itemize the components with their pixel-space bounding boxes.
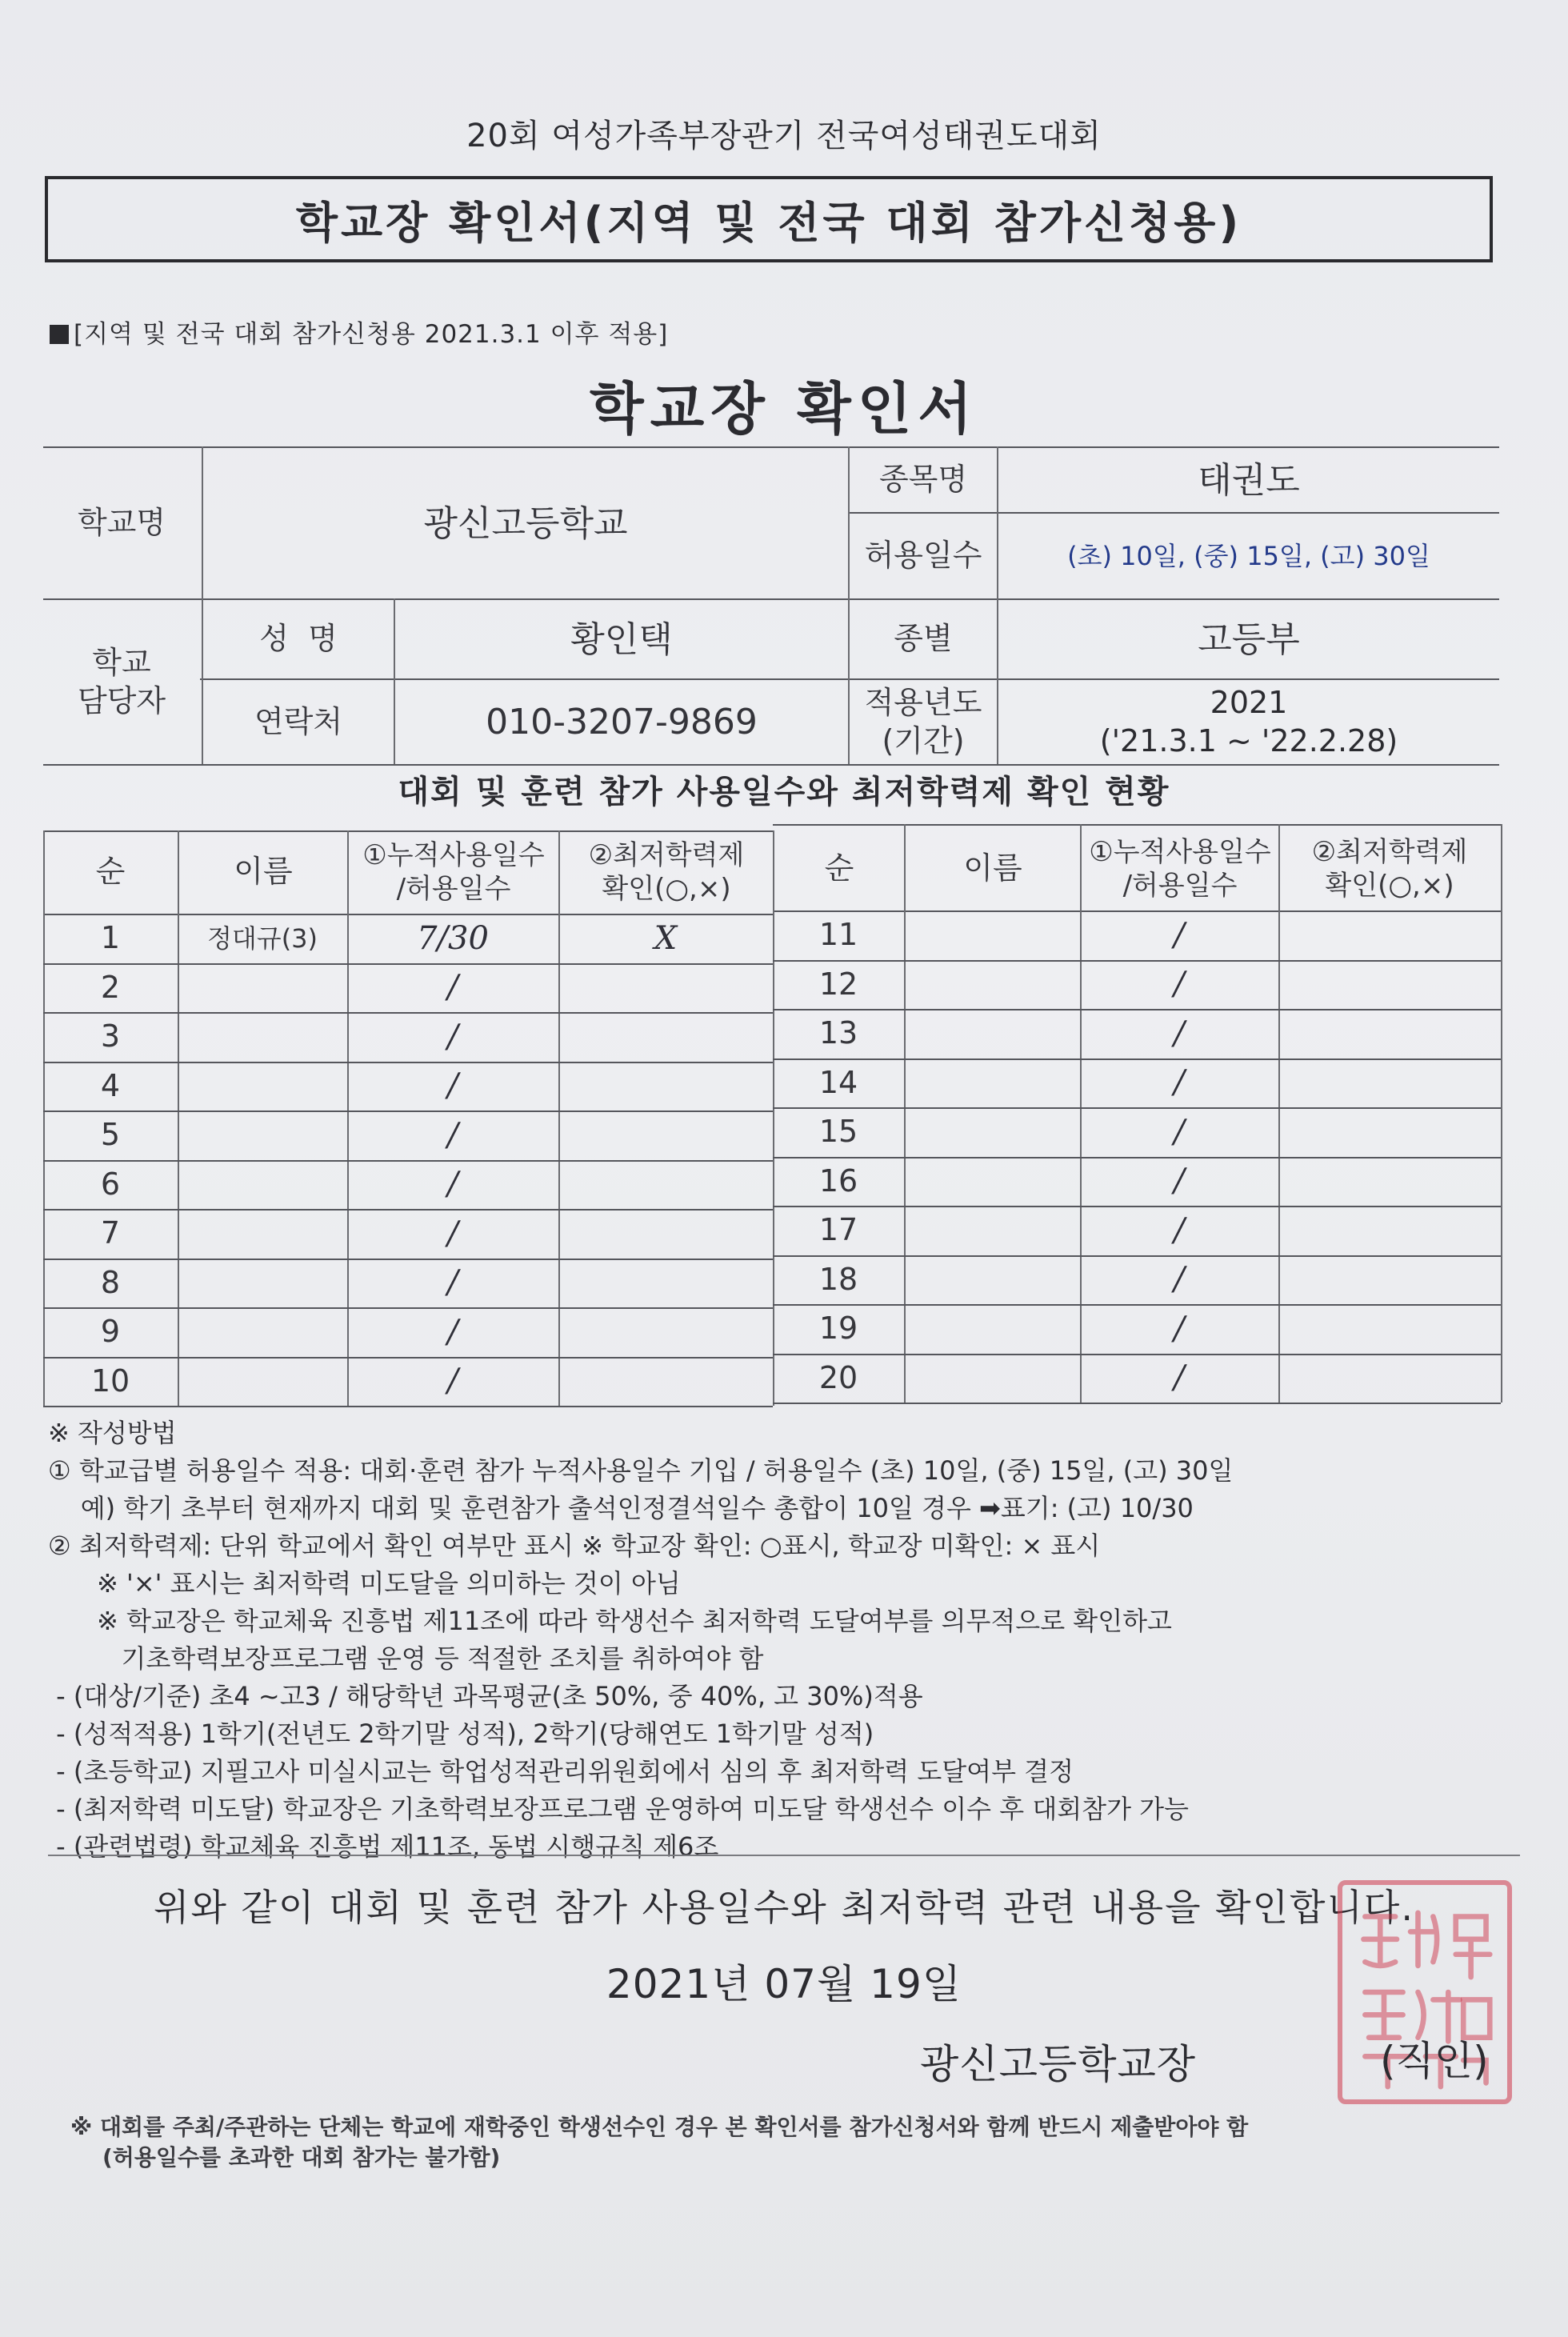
- row-check-right: [1278, 1255, 1501, 1305]
- row-check-left: [558, 1307, 773, 1357]
- row-name-left: [178, 963, 347, 1013]
- allowed-days-label: 허용일수: [864, 538, 982, 574]
- row-no-left: 5: [100, 1117, 121, 1152]
- apply-note: [50, 314, 668, 350]
- period-value: [998, 680, 1499, 764]
- row-name-left: [178, 1160, 347, 1210]
- row-check-left: [558, 963, 773, 1013]
- row-check-left: X: [654, 919, 678, 957]
- footnote: [70, 2112, 1526, 2173]
- row-no-right: 16: [818, 1162, 858, 1199]
- row-days-right: /: [1174, 1113, 1185, 1150]
- writing-method: [48, 1415, 1536, 1866]
- row-no-left: 9: [100, 1314, 121, 1349]
- sport-label: 종목명: [878, 462, 968, 498]
- row-days-left: /: [447, 1363, 458, 1400]
- row-no-right: 17: [818, 1212, 858, 1247]
- row-no-right: 12: [818, 966, 858, 1002]
- method-line: 예) 학기 초부터 현재까지 대회 및 훈련참가 출석인정결석일수 총합이 10일 경우 ➡표기: (고) 10/30: [48, 1493, 1194, 1523]
- method-line: - (초등학교) 지필고사 미실시교는 학업성적관리위원회에서 심의 후 최저학력 도달여부 결정: [48, 1756, 1074, 1787]
- row-days-right: /: [1174, 1162, 1185, 1200]
- row-check-right: [1278, 1009, 1501, 1058]
- event-title: 20회 여성가족부장관기 전국여성태권도대회: [466, 118, 1102, 154]
- row-no-right: 13: [818, 1015, 858, 1050]
- row-check-right: [1278, 1107, 1501, 1157]
- row-check-right: [1278, 960, 1501, 1010]
- row-name-left: [178, 1062, 347, 1111]
- row-name-right: [904, 960, 1080, 1010]
- row-name-left: 정대규(3): [206, 922, 318, 954]
- row-name-left: [178, 1209, 347, 1259]
- row-check-right: [1278, 1058, 1501, 1108]
- row-check-left: [558, 1012, 773, 1062]
- footnote-line2: (허용일수를 초과한 대회 참가는 불가함): [102, 2144, 501, 2171]
- row-check-left: [558, 1259, 773, 1308]
- period-range: ('21.3.1 ~ '22.2.28): [1099, 722, 1398, 758]
- school-name-value: 광신고등학교: [423, 502, 628, 544]
- header-check-right: ②최저학력제 확인(○,×): [1311, 835, 1468, 902]
- table-rule: [43, 1406, 773, 1407]
- row-name-right: [904, 1304, 1080, 1354]
- row-no-left: 4: [100, 1067, 121, 1103]
- row-name-right: [904, 1107, 1080, 1157]
- row-no-left: 7: [100, 1215, 121, 1251]
- row-days-left: /: [447, 1116, 458, 1154]
- row-name-right: [904, 1354, 1080, 1403]
- row-check-left: [558, 1160, 773, 1210]
- row-days-left: /: [447, 969, 458, 1006]
- row-name-left: [178, 1012, 347, 1062]
- row-check-right: [1278, 1304, 1501, 1354]
- row-days-right: /: [1174, 1261, 1185, 1299]
- manager-name-label: 성 명: [259, 621, 338, 657]
- apply-note-text: [지역 및 전국 대회 참가신청용 2021.3.1 이후 적용]: [74, 320, 669, 349]
- method-line: ① 학교급별 허용일수 적용: 대회·훈련 참가 누적사용일수 기입 / 허용일수 (초) 10일, (중) 15일, (고) 30일: [48, 1455, 1234, 1486]
- row-days-right: /: [1174, 1359, 1185, 1397]
- row-name-left: [178, 1110, 347, 1160]
- row-days-left: /: [447, 1166, 458, 1203]
- row-name-left: [178, 1307, 347, 1357]
- row-check-left: [558, 1062, 773, 1111]
- method-title: ※ 작성방법: [48, 1418, 177, 1448]
- row-days-left: /: [447, 1067, 458, 1105]
- document-title: 학교장 확인서: [589, 376, 979, 442]
- row-check-right: [1278, 1354, 1501, 1403]
- row-check-right: [1278, 1206, 1501, 1255]
- row-no-left: 2: [100, 969, 121, 1005]
- division-value: 고등부: [1198, 618, 1300, 660]
- confirmation-statement: 위와 같이 대회 및 훈련 참가 사용일수와 최저학력 관련 내용을 확인합니다.: [154, 1886, 1414, 1929]
- method-line: - (성적적용) 1학기(전년도 2학기말 성적), 2학기(당해연도 1학기말 성적): [48, 1719, 874, 1749]
- row-name-right: [904, 1255, 1080, 1305]
- header-no-right: 순: [824, 850, 854, 886]
- header-days-right: ①누적사용일수 /허용일수: [1089, 835, 1271, 902]
- square-bullet-icon: [50, 325, 69, 344]
- period-label: 적용년도 (기간): [864, 685, 982, 758]
- manager-label: 학교 담당자: [77, 645, 166, 718]
- row-days-right: /: [1174, 1310, 1185, 1347]
- row-no-right: 11: [818, 917, 858, 952]
- table-rule: [773, 824, 1501, 826]
- header-check-left: ②최저학력제 확인(○,×): [588, 838, 745, 905]
- school-name-label: 학교명: [77, 505, 166, 541]
- header-no-left: 순: [95, 854, 126, 890]
- seal-label: (직인): [1380, 2038, 1489, 2084]
- row-check-left: [558, 1110, 773, 1160]
- row-name-right: [904, 1157, 1080, 1207]
- row-days-right: /: [1174, 1064, 1185, 1102]
- row-no-right: 14: [818, 1064, 858, 1100]
- row-check-left: [558, 1209, 773, 1259]
- row-no-left: 6: [100, 1166, 121, 1202]
- manager-name-value: 황인택: [570, 618, 673, 660]
- row-no-left: 8: [100, 1264, 121, 1300]
- row-name-right: [904, 1206, 1080, 1255]
- usage-section-title: 대회 및 훈련 참가 사용일수와 최저학력제 확인 현황: [398, 774, 1170, 810]
- method-line: - (대상/기준) 초4 ~고3 / 해당학년 과목평균(초 50%, 중 40%, 고 30%)적용: [48, 1681, 923, 1711]
- sport-value: 태권도: [1198, 459, 1300, 501]
- row-name-right: [904, 910, 1080, 960]
- contact-value: 010-3207-9869: [486, 702, 758, 742]
- row-name-left: [178, 1259, 347, 1308]
- table-rule: [1501, 824, 1502, 1403]
- period-year: 2021: [1210, 685, 1288, 720]
- row-days-right: /: [1174, 1014, 1185, 1052]
- row-no-right: 19: [818, 1311, 858, 1346]
- method-line: ※ '×' 표시는 최저학력 미도달을 의미하는 것이 아님: [48, 1568, 681, 1599]
- row-no-left: 10: [90, 1363, 130, 1399]
- row-name-left: [178, 1357, 347, 1407]
- method-line: - (최저학력 미도달) 학교장은 기초학력보장프로그램 운영하여 미도달 학생선수 이수 후 대회참가 가능: [48, 1794, 1189, 1824]
- row-days-left: /: [447, 1313, 458, 1351]
- row-no-left: 3: [100, 1018, 121, 1054]
- table-rule: [43, 830, 773, 832]
- row-no-right: 20: [818, 1359, 858, 1395]
- footnote-line1: ※ 대회를 주최/주관하는 단체는 학교에 재학중인 학생선수인 경우 본 확인서를 참가신청서와 함께 반드시 제출받아야 함: [70, 2114, 1249, 2140]
- row-days-right: /: [1174, 1211, 1185, 1249]
- confirmation-date: 2021년 07월 19일: [606, 1961, 962, 2007]
- form-box-title: 학교장 확인서(지역 및 전국 대회 참가신청용): [45, 176, 1493, 262]
- row-days-left: /: [447, 1215, 458, 1252]
- row-days-left: 7/30: [417, 919, 489, 957]
- row-check-left: [558, 1357, 773, 1407]
- row-name-right: [904, 1058, 1080, 1108]
- row-name-right: [904, 1009, 1080, 1058]
- principal-name: 광신고등학교장: [920, 2041, 1197, 2087]
- row-check-right: [1278, 1157, 1501, 1207]
- method-line: ② 최저학력제: 단위 학교에서 확인 여부만 표시 ※ 학교장 확인: ○표시, 학교장 미확인: × 표시: [48, 1531, 1101, 1561]
- row-check-right: [1278, 910, 1501, 960]
- row-no-left: 1: [100, 920, 121, 955]
- division-label: 종별: [894, 621, 953, 657]
- header-days-left: ①누적사용일수 /허용일수: [362, 838, 545, 905]
- method-line: ※ 학교장은 학교체육 진흥법 제11조에 따라 학생선수 최저학력 도달여부를 의무적으로 확인하고: [48, 1606, 1172, 1636]
- header-name-right: 이름: [963, 850, 1022, 886]
- row-days-right: /: [1174, 966, 1185, 1003]
- row-days-left: /: [447, 1264, 458, 1302]
- row-days-right: /: [1174, 916, 1185, 954]
- allowed-days-value: (초) 10일, (중) 15일, (고) 30일: [1067, 541, 1430, 571]
- method-lines: [48, 1452, 1536, 1866]
- table-rule: [773, 1403, 1501, 1404]
- row-days-left: /: [447, 1018, 458, 1055]
- method-line: 기초학력보장프로그램 운영 등 적절한 조치를 취하여야 함: [48, 1643, 764, 1674]
- contact-label: 연락처: [254, 703, 343, 739]
- header-name-left: 이름: [234, 854, 293, 890]
- row-no-right: 18: [818, 1261, 858, 1297]
- method-line: - (관련법령) 학교체육 진흥법 제11조, 동법 시행규칙 제6조: [48, 1831, 719, 1862]
- row-no-right: 15: [818, 1114, 858, 1149]
